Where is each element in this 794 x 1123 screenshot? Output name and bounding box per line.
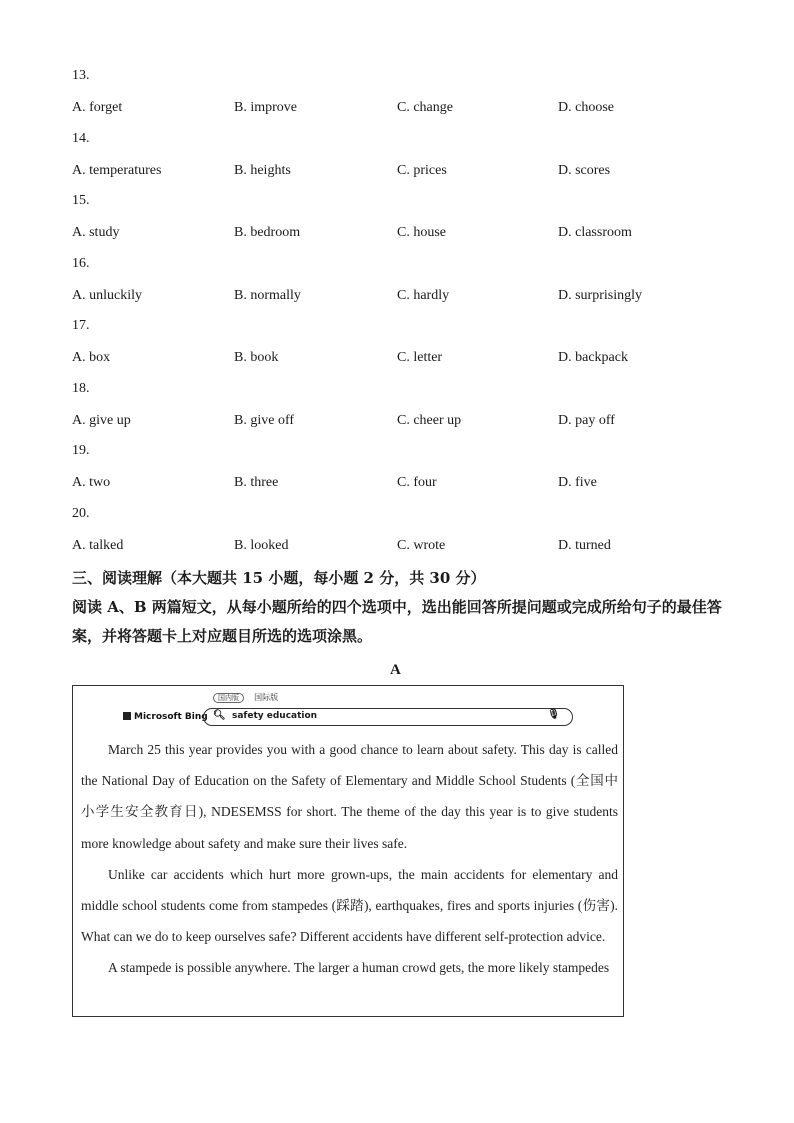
answer-option: C. wrote [397,537,446,553]
bing-logo [123,712,208,722]
section-heading: 三、阅读理解（本大题共 15 小题，每小题 2 分，共 30 分） [72,569,486,587]
answer-option: C. letter [397,350,443,365]
bing-tabs [213,692,278,703]
answer-option: A. forget [72,100,123,115]
answer-option: C. prices [397,162,447,178]
question-number: 14. [72,130,90,146]
passage-label: A [390,662,401,678]
search-bar[interactable] [203,708,573,726]
answer-option: D. backpack [558,350,628,365]
bing-tab-domestic[interactable]: 国内版 [213,693,244,703]
answer-option: A. give up [72,412,131,428]
answer-option: A. temperatures [72,162,162,178]
passage-box [72,685,624,1017]
answer-option: A. unluckily [72,287,142,303]
passage-paragraph-3: A stampede is possible anywhere. The larger a human crowd gets, the more likely stampedes [108,960,610,976]
answer-option: A. box [72,350,111,365]
answer-option: A. two [72,475,111,490]
answer-option: D. choose [558,100,614,115]
answer-option: B. three [234,475,279,490]
answer-option: D. pay off [558,412,615,428]
answer-option: A. study [72,225,120,240]
answer-option: C. hardly [397,287,450,303]
answer-option: B. improve [234,100,297,115]
bing-tab-international[interactable]: 国际版 [254,693,279,702]
question-number: 17. [72,318,90,333]
answer-option: A. talked [72,537,124,553]
bing-logo-text: Microsoft Bing [134,712,208,722]
search-input[interactable]: safety education [232,711,318,721]
answer-option: C. four [397,475,437,490]
answer-option: C. house [397,225,446,240]
question-number: 20. [72,505,90,521]
question-number: 19. [72,443,90,458]
search-icon[interactable]: 🔍︎ [213,710,226,721]
answer-option: C. change [397,100,453,115]
answer-option: B. normally [234,287,301,303]
question-number: 16. [72,255,90,271]
microphone-icon[interactable]: 🎙︎ [547,709,560,720]
section-instruction: 阅读 A、B 两篇短文，从每小题所给的四个选项中，选出能回答所提问题或完成所给句子的最佳答案，并将答题卡上对应题目所选的选项涂黑。 [72,598,722,645]
answer-option: D. scores [558,162,611,178]
answer-option: D. turned [558,537,611,553]
answer-option: B. bedroom [234,225,301,240]
passage-paragraph-2: Unlike car accidents which hurt more grown-ups, the main accidents for elementary and middle school students come from stampedes (踩踏), earthquakes, fires and sports injuries (伤害). What can we do to keep ourselves safe? Different accidents have different self-protection advice. [81,866,618,945]
answer-option: C. cheer up [397,412,462,428]
question-number: 15. [72,193,90,208]
answer-option: B. looked [234,537,289,553]
question-number: 18. [72,380,90,396]
answer-option: D. classroom [558,225,632,240]
question-number: 13. [72,68,90,83]
answer-option: D. five [558,475,597,490]
microsoft-logo-icon [123,712,131,720]
answer-option: B. give off [234,412,295,428]
passage-paragraph-1: March 25 this year provides you with a good chance to learn about safety. This day is called the National Day of Education on the Safety of Elementary and Middle School Students (全国中小学生安全教育日), NDESEMSS for short. The theme of the day this year is to give students more knowledge about safety and make sure their lives safe. [81,742,618,851]
answer-option: B. heights [234,162,291,178]
answer-option: B. book [234,350,279,365]
passage-text [81,734,618,984]
answer-option: D. surprisingly [558,287,642,303]
